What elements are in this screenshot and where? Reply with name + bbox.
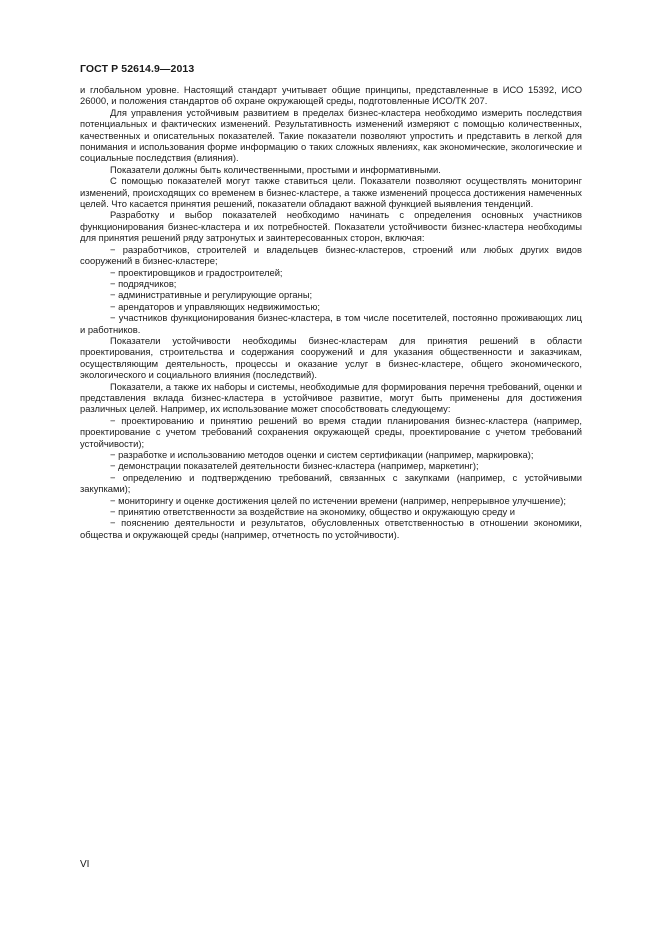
- page-header: ГОСТ Р 52614.9—2013: [80, 63, 195, 75]
- paragraph: Для управления устойчивым развитием в пределах бизнес-кластера необходимо измерить последствия потенциальных и фактических изменений. Результативность изменений измеряют с помощью количественных, качественных и описательных показателей. Такие показатели позволяют упростить и представить в легкой для понимания и использования форме информацию о таких сложных явлениях, как экономические, экологические и социальные последствия (влияния).: [80, 106, 582, 164]
- list-item: − определению и подтверждению требований, связанных с закупками (например, с устойчивыми закупками);: [80, 471, 582, 495]
- list-item: − демонстрации показателей деятельности бизнес-кластера (например, маркетинг);: [110, 460, 479, 472]
- paragraph: Разработку и выбор показателей необходимо начинать с определения основных участников функционирования бизнес-кластера и их потребностей. Показатели устойчивости бизнес-кластера необходимы для принятия решений ряду затронутых и заинтересованных сторон, включая:: [80, 209, 582, 244]
- list-item: − разработчиков, строителей и владельцев бизнес-кластеров, строений или любых других видов сооружений в бизнес-кластере;: [80, 243, 582, 267]
- list-item: − участников функционирования бизнес-кластера, в том числе посетителей, постоянно проживающих лиц и работников.: [80, 312, 582, 335]
- list-item: − проектированию и принятию решений во время стадии планирования бизнес-кластера (например, проектирование с учетом требований сохранения окружающей среды, проектирование с учетом требований устойчивости);: [80, 414, 582, 449]
- list-item: − мониторингу и оценке достижения целей по истечении времени (например, непрерывное улучшение);: [110, 494, 566, 506]
- paragraph: Показатели, а также их наборы и системы, необходимые для формирования перечня требований, оценки и представления вклада бизнес-кластера в устойчивое развитие, могут быть применены для достижения различных целей. Например, их использование может способствовать следующему:: [80, 380, 582, 415]
- list-item: − разработке и использованию методов оценки и систем сертификации (например, маркировка);: [110, 449, 534, 460]
- paragraph: Показатели устойчивости необходимы бизнес-кластерам для принятия решений в области проектирования, строительства и содержания сооружений и для указания общественности и заказчикам, осуществляющим деятельность, процессы и оказание услуг в бизнес-кластере, общего экономического, экологического и социального влияния (последствий).: [80, 334, 582, 381]
- document-body: [80, 84, 582, 540]
- list-item: − административные и регулирующие органы;: [110, 289, 313, 301]
- page-number: VI: [80, 859, 90, 870]
- list-item: − принятию ответственности за воздействие на экономику, общество и окружающую среду и: [110, 506, 516, 518]
- paragraph: и глобальном уровне. Настоящий стандарт учитывает общие принципы, представленные в ИСО 15392, ИСО 26000, и положения стандартов об охране окружающей среды, подготовленные ИСО/ТК 207.: [80, 84, 582, 107]
- list-item: − подрядчиков;: [110, 277, 177, 289]
- paragraph: Показатели должны быть количественными, простыми и информативными.: [110, 163, 441, 175]
- paragraph: С помощью показателей могут также ставиться цели. Показатели позволяют осуществлять мониторинг изменений, происходящих со временем в бизнес-кластере, а также изменений процесса достижения намеченных целей. Что касается принятия решений, показатели обладают важной функцией выявления тенденций.: [80, 175, 582, 210]
- list-item: − проектировщиков и градостроителей;: [110, 266, 283, 278]
- list-item: − пояснению деятельности и результатов, обусловленных ответственностью в отношении экономики, общества и окружающей среды (например, отчетность по устойчивости).: [80, 517, 582, 540]
- list-item: − арендаторов и управляющих недвижимостью;: [110, 300, 320, 312]
